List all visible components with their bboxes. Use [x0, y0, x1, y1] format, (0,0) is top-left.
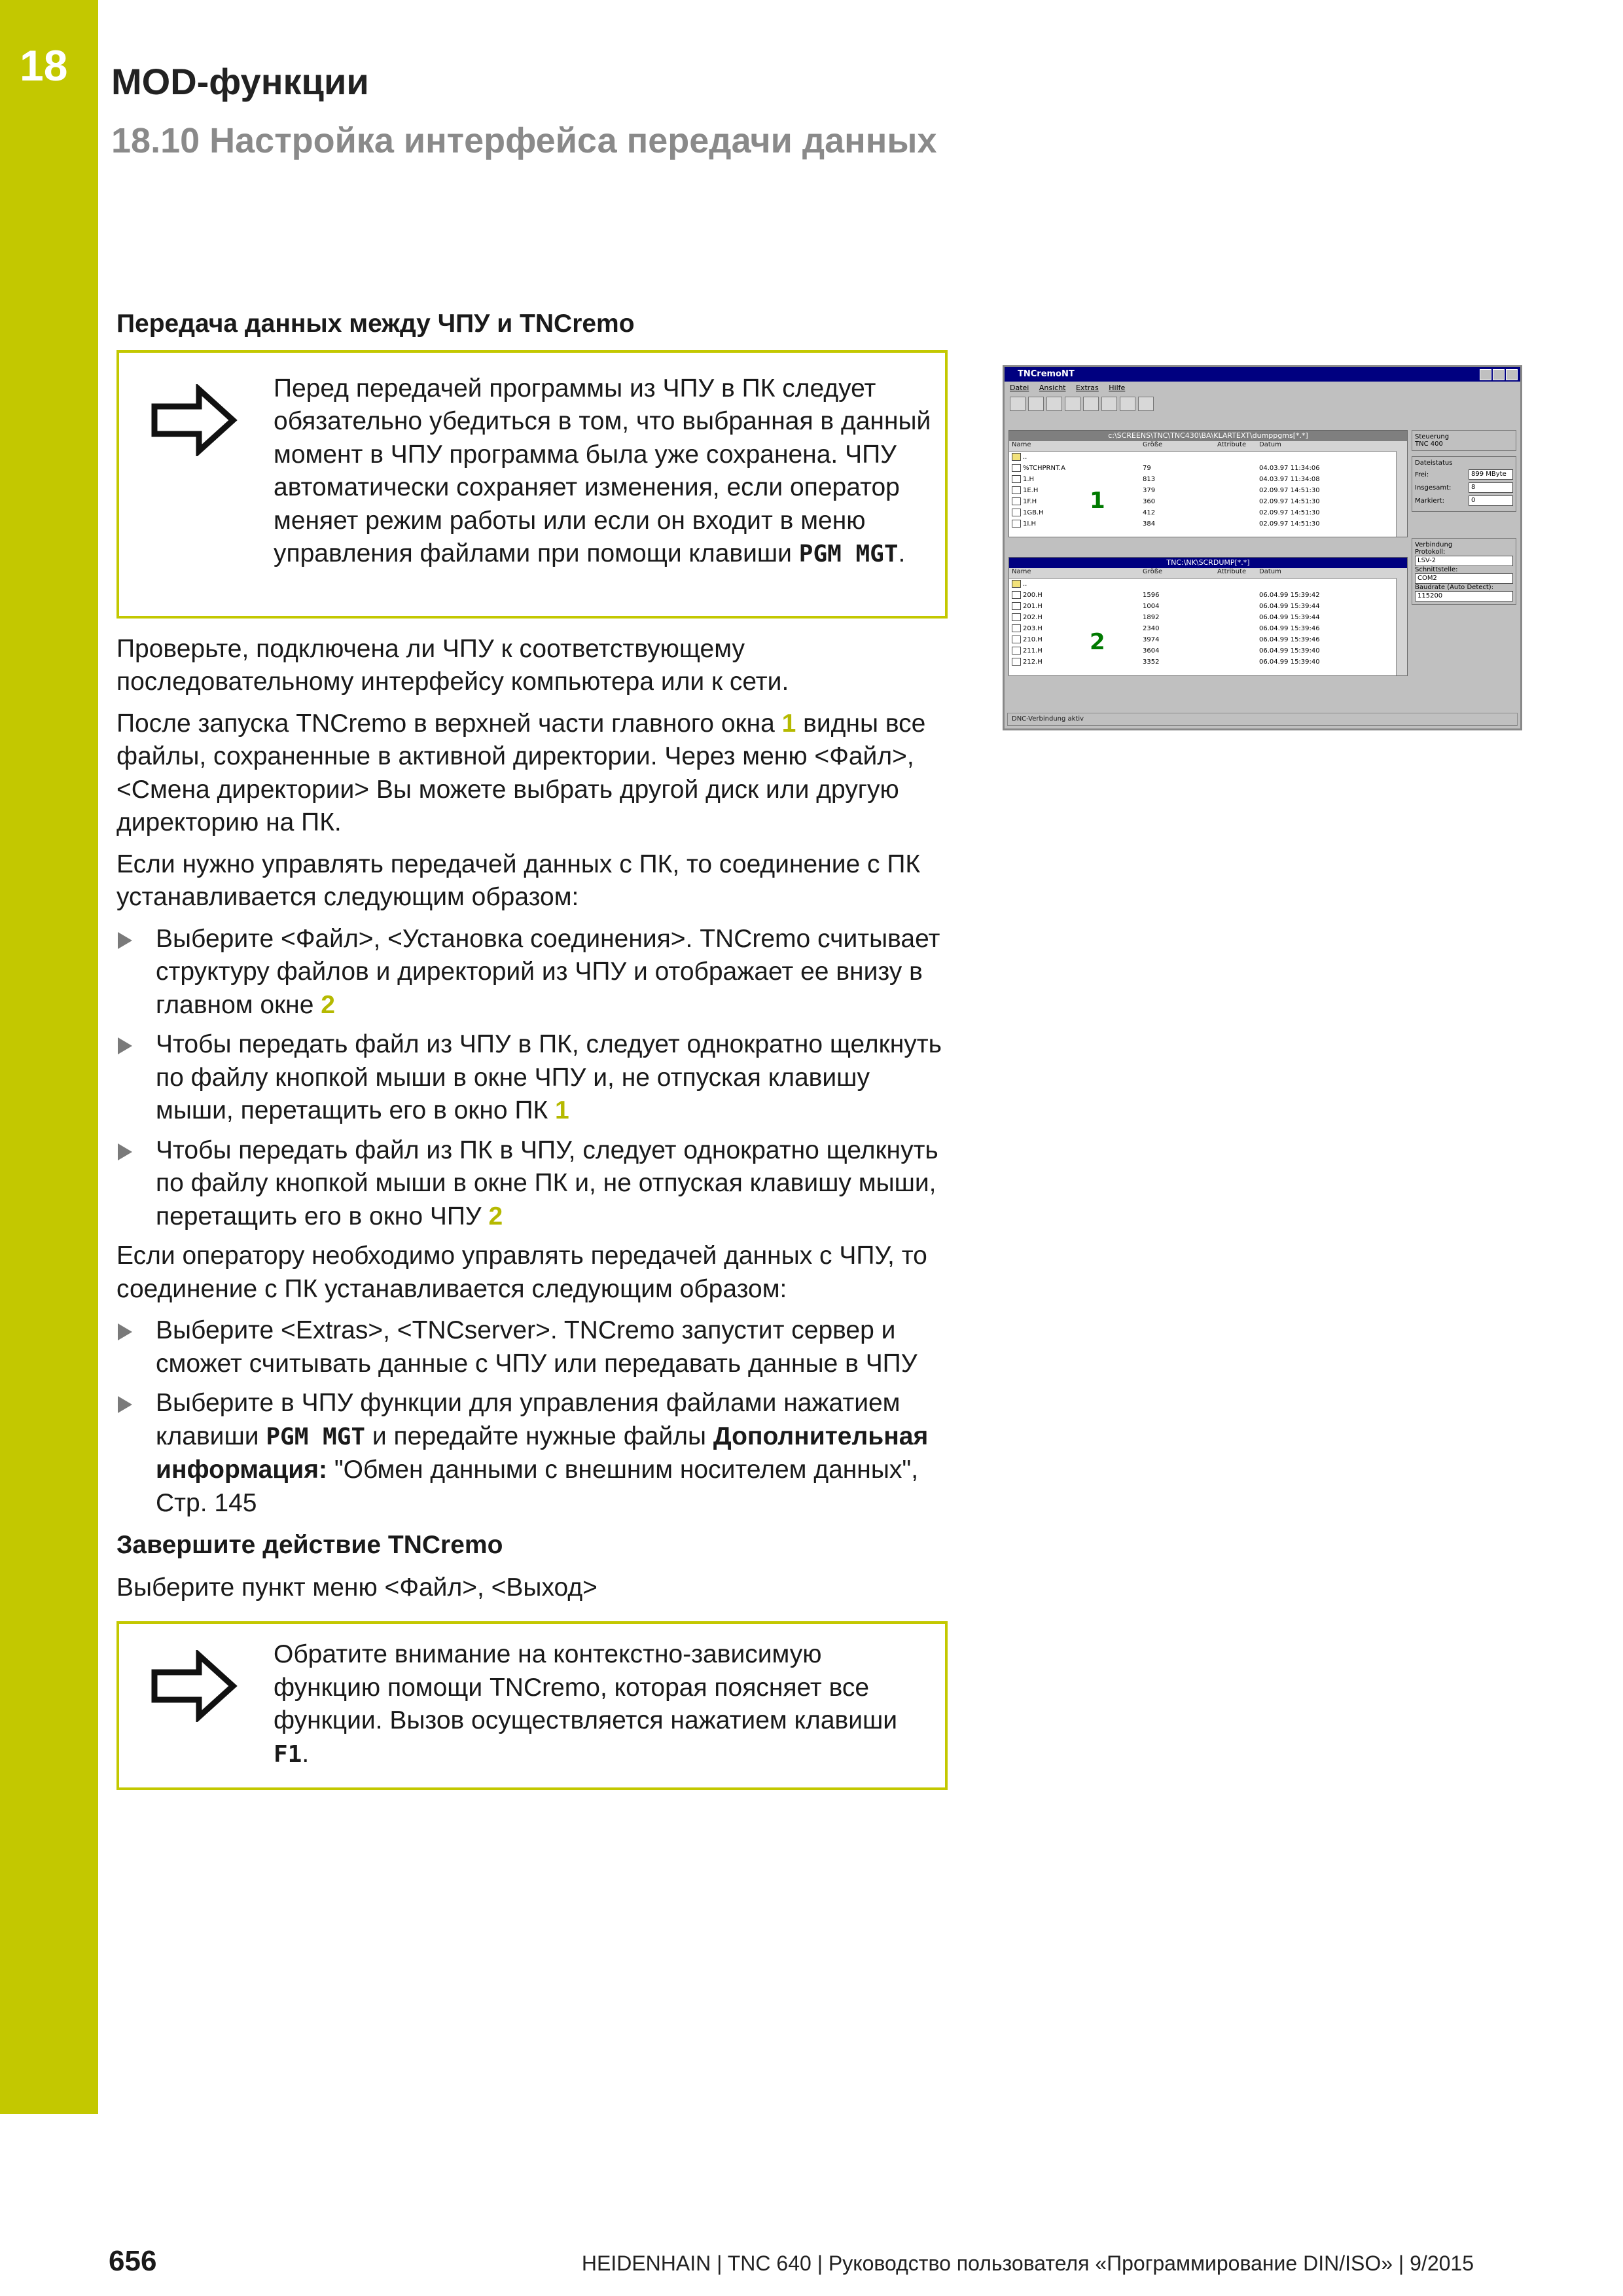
cell-attr [1215, 634, 1257, 645]
table-row[interactable] [1009, 496, 1407, 507]
window-titlebar [1005, 367, 1520, 382]
cell-attr [1215, 507, 1257, 518]
insgesamt-label: Insgesamt: [1415, 484, 1452, 492]
cell-size [1140, 579, 1215, 590]
table-row[interactable] [1009, 485, 1407, 496]
cell-attr [1215, 579, 1257, 590]
cell-attr [1215, 601, 1257, 612]
toolbar-button[interactable] [1120, 397, 1135, 411]
bullet-triangle-icon [118, 1396, 132, 1413]
col-attribute[interactable]: Attribute [1217, 568, 1247, 575]
key-pgm-mgt: PGM MGT [266, 1423, 366, 1450]
menu-datei[interactable]: Datei [1010, 384, 1029, 392]
cell-date: 06.04.99 15:39:46 [1259, 625, 1320, 632]
col-size[interactable]: Größe [1143, 441, 1163, 448]
col-size[interactable]: Größe [1143, 568, 1163, 575]
cell-date: 06.04.99 15:39:42 [1259, 592, 1320, 599]
cnc-file-pane [1008, 557, 1408, 676]
file-icon [1012, 591, 1021, 599]
status-bar: DNC-Verbindung aktiv [1007, 713, 1518, 726]
protokoll-field: LSV-2 [1415, 556, 1513, 566]
section-title: 18.10 Настройка интерфейса передачи данных [111, 121, 937, 160]
cell-attr [1215, 485, 1257, 496]
frei-label: Frei: [1415, 471, 1429, 478]
toolbar [1005, 395, 1520, 413]
tncremo-screenshot [1003, 365, 1522, 730]
cell-attr [1215, 656, 1257, 668]
cell-date [1257, 452, 1390, 463]
scrollbar[interactable] [1396, 451, 1407, 537]
bullet-item: Выберите <Файл>, <Установка соединения>. TNCremo считывает структуру файлов и директорий из ЧПУ и отображает ее внизу в главном окне 2 [116, 923, 948, 1022]
file-icon [1012, 520, 1021, 528]
bullet-triangle-icon [118, 932, 132, 949]
table-row[interactable] [1009, 452, 1407, 463]
cell-date: 04.03.97 11:34:08 [1259, 476, 1320, 483]
toolbar-button[interactable] [1028, 397, 1044, 411]
heading-transfer: Передача данных между ЧПУ и TNCremo [116, 310, 635, 338]
main-content [116, 308, 948, 1790]
cell-size: 79 [1143, 465, 1151, 472]
file-icon [1012, 497, 1021, 505]
cell-size: 412 [1143, 509, 1156, 516]
close-icon[interactable] [1506, 369, 1518, 380]
note-box-2 [116, 1621, 948, 1790]
verbindung-label: Verbindung [1415, 541, 1453, 548]
folder-icon [1012, 453, 1021, 461]
table-row[interactable] [1009, 612, 1407, 623]
table-row[interactable] [1009, 623, 1407, 634]
table-row[interactable] [1009, 634, 1407, 645]
col-name[interactable]: Name [1012, 568, 1031, 575]
para-exit: Выберите пункт меню <Файл>, <Выход> [116, 1573, 597, 1602]
cell-size: 813 [1143, 476, 1156, 483]
file-icon [1012, 475, 1021, 483]
pane-label-1: 1 [1090, 488, 1105, 514]
cell-attr [1215, 645, 1257, 656]
cell-date: 02.09.97 14:51:30 [1259, 509, 1320, 516]
file-icon [1012, 602, 1021, 610]
cell-attr [1215, 623, 1257, 634]
cell-name: 210.H [1009, 634, 1140, 645]
schnittstelle-label: Schnittstelle: [1415, 566, 1458, 573]
col-date[interactable]: Datum [1259, 441, 1281, 448]
cell-name: 200.H [1009, 590, 1140, 601]
table-row[interactable] [1009, 474, 1407, 485]
cell-date: 06.04.99 15:39:46 [1259, 636, 1320, 643]
file-icon [1012, 509, 1021, 516]
toolbar-button[interactable] [1083, 397, 1099, 411]
cell-size: 1892 [1143, 614, 1160, 621]
cell-size: 1596 [1143, 592, 1160, 599]
table-row[interactable] [1009, 507, 1407, 518]
maximize-icon[interactable] [1493, 369, 1505, 380]
cell-size: 379 [1143, 487, 1156, 494]
column-headers [1009, 441, 1407, 452]
key-pgm-mgt: PGM MGT [798, 541, 899, 567]
cell-size: 384 [1143, 520, 1156, 528]
baudrate-field: 115200 [1415, 591, 1513, 601]
cell-name: 211.H [1009, 645, 1140, 656]
baudrate-label: Baudrate (Auto Detect): [1415, 584, 1494, 591]
table-row[interactable] [1009, 463, 1407, 474]
cell-size: 1004 [1143, 603, 1160, 610]
para-cnc-control: Если оператору необходимо управлять передачей данных с ЧПУ, то соединение с ПК устанавливается следующим образом: [116, 1242, 927, 1303]
table-row[interactable] [1009, 656, 1407, 668]
table-row[interactable] [1009, 518, 1407, 529]
menu-extras[interactable]: Extras [1075, 384, 1099, 392]
cell-name: 201.H [1009, 601, 1140, 612]
cell-size: 360 [1143, 498, 1156, 505]
cell-date: 02.09.97 14:51:30 [1259, 487, 1320, 494]
para-start-tncremo: После запуска TNCremo в верхней части главного окна 1 видны все файлы, сохраненные в активной директории. Через меню <Файл>, <Смена директории> Вы можете выбрать другой диск или другую директорию на ПК. [116, 709, 926, 836]
pc-file-pane [1008, 430, 1408, 537]
col-name[interactable]: Name [1012, 441, 1031, 448]
toolbar-button[interactable] [1065, 397, 1080, 411]
cell-size [1140, 452, 1215, 463]
cell-name: .. [1009, 579, 1140, 590]
bullet-triangle-icon [118, 1143, 132, 1160]
file-icon [1012, 486, 1021, 494]
pane-label-2: 2 [1090, 629, 1105, 655]
chapter-number: 18 [20, 41, 68, 90]
col-date[interactable]: Datum [1259, 568, 1281, 575]
table-row[interactable] [1009, 601, 1407, 612]
bullet-item: Чтобы передать файл из ЧПУ в ПК, следует однократно щелкнуть по файлу кнопкой мыши в окне ЧПУ и, не отпуская клавишу мыши, перетащить его в окно ПК 1 [116, 1028, 948, 1128]
frei-field: 899 MByte [1469, 469, 1513, 480]
cell-attr [1215, 518, 1257, 529]
menu-hilfe[interactable]: Hilfe [1109, 384, 1126, 392]
toolbar-button[interactable] [1010, 397, 1026, 411]
file-icon [1012, 613, 1021, 621]
cell-name: 202.H [1009, 612, 1140, 623]
bullet-triangle-icon [118, 1323, 132, 1340]
cnc-pane-path: TNC:\NK\SCRDUMP[*.*] [1009, 558, 1407, 568]
file-icon [1012, 658, 1021, 666]
chapter-sidebar [0, 0, 98, 2114]
para-pc-control: Если нужно управлять передачей данных с ПК, то соединение с ПК устанавливается следующим образом: [116, 850, 921, 911]
cell-size: 3604 [1143, 647, 1160, 655]
cell-size: 3352 [1143, 658, 1160, 666]
cell-name: %TCHPRNT.A [1009, 463, 1140, 474]
group-dateistatus [1412, 456, 1516, 512]
pc-pane-path: c:\SCREENS\TNC\TNC430\BA\KLARTEXT\dumppgms[*.*] [1009, 431, 1407, 441]
cell-attr [1215, 496, 1257, 507]
cell-name: .. [1009, 452, 1140, 463]
cell-attr [1215, 612, 1257, 623]
scrollbar[interactable] [1396, 578, 1407, 675]
para-check-connection: Проверьте, подключена ли ЧПУ к соответствующему последовательному интерфейсу компьютера или к сети. [116, 634, 789, 696]
note-2-text: Обратите внимание на контекстно-зависимую функцию помощи TNCremo, которая поясняет все функции. Вызов осуществляется нажатием клавиши F1. [274, 1640, 898, 1768]
note-arrow-icon [149, 384, 241, 456]
window-title: TNCremoNT [1018, 369, 1075, 379]
steuerung-label: Steuerung [1415, 433, 1450, 440]
cell-name: 212.H [1009, 656, 1140, 668]
cell-date: 04.03.97 11:34:06 [1259, 465, 1320, 472]
bullet-triangle-icon [118, 1037, 132, 1054]
note-arrow-icon [149, 1650, 241, 1722]
cell-size: 2340 [1143, 625, 1160, 632]
side-panel [1412, 430, 1516, 610]
markiert-field: 0 [1469, 495, 1513, 506]
bullet-item: Чтобы передать файл из ПК в ЧПУ, следует однократно щелкнуть по файлу кнопкой мыши в окне ПК и, не отпуская клавишу мыши, перетащить его в окно ЧПУ 2 [116, 1134, 948, 1234]
cell-name: 1.H [1009, 474, 1140, 485]
bullet-item: Выберите <Extras>, <TNCserver>. TNCremo запустит сервер и сможет считывать данные с ЧПУ или передавать данные в ЧПУ [116, 1314, 948, 1380]
toolbar-button[interactable] [1046, 397, 1062, 411]
cell-name: 1E.H [1009, 485, 1140, 496]
folder-icon [1012, 580, 1021, 588]
column-headers [1009, 568, 1407, 579]
cell-name: 1GB.H [1009, 507, 1140, 518]
col-attribute[interactable]: Attribute [1217, 441, 1247, 448]
group-steuerung [1412, 430, 1516, 451]
table-row[interactable] [1009, 590, 1407, 601]
table-row[interactable] [1009, 579, 1407, 590]
cell-attr [1215, 463, 1257, 474]
cell-name: 1F.H [1009, 496, 1140, 507]
toolbar-button[interactable] [1138, 397, 1154, 411]
cell-name: 203.H [1009, 623, 1140, 634]
key-f1: F1 [274, 1740, 302, 1768]
insgesamt-field: 8 [1469, 482, 1513, 493]
group-verbindung [1412, 538, 1516, 605]
markiert-label: Markiert: [1415, 497, 1444, 505]
cell-date: 02.09.97 14:51:30 [1259, 520, 1320, 528]
note-1-text: Перед передачей программы из ЧПУ в ПК следует обязательно убедиться в том, что выбранная в данный момент в ЧПУ программа была уже сохранена. ЧПУ автоматически сохраняет изменения, если оператор меняет режим работы или если он входит в меню управления файлами при помощи клавиши PGM MGT. [274, 374, 931, 567]
heading-exit: Завершите действие TNCremo [116, 1531, 503, 1559]
table-row[interactable] [1009, 645, 1407, 656]
dateistatus-label: Dateistatus [1415, 459, 1453, 467]
file-icon [1012, 636, 1021, 643]
file-icon [1012, 647, 1021, 655]
schnittstelle-field: COM2 [1415, 573, 1513, 584]
toolbar-button[interactable] [1101, 397, 1117, 411]
file-icon [1012, 624, 1021, 632]
bullet-item: Выберите в ЧПУ функции для управления файлами нажатием клавиши PGM MGT и передайте нужные файлы Дополнительная информация: "Обмен данными с внешним носителем данных", Стр. 145 [116, 1387, 948, 1520]
footer-text: HEIDENHAIN | TNC 640 | Руководство пользователя «Программирование DIN/ISO» | 9/2015 [581, 2251, 1474, 2275]
chapter-title: MOD-функции [111, 61, 369, 102]
menu-bar [1005, 382, 1520, 395]
cell-date: 06.04.99 15:39:44 [1259, 614, 1320, 621]
cell-name: 1I.H [1009, 518, 1140, 529]
cell-date: 06.04.99 15:39:40 [1259, 647, 1320, 655]
page-number: 656 [109, 2245, 157, 2277]
note-box-1 [116, 350, 948, 619]
cell-attr [1215, 474, 1257, 485]
protokoll-label: Protokoll: [1415, 548, 1446, 556]
menu-ansicht[interactable]: Ansicht [1039, 384, 1066, 392]
cell-date: 06.04.99 15:39:40 [1259, 658, 1320, 666]
cell-date [1257, 579, 1390, 590]
cell-attr [1215, 452, 1257, 463]
steuerung-value: TNC 400 [1415, 440, 1443, 448]
minimize-icon[interactable] [1480, 369, 1491, 380]
cell-date: 02.09.97 14:51:30 [1259, 498, 1320, 505]
cell-date: 06.04.99 15:39:44 [1259, 603, 1320, 610]
cell-size: 3974 [1143, 636, 1160, 643]
file-icon [1012, 464, 1021, 472]
cell-attr [1215, 590, 1257, 601]
